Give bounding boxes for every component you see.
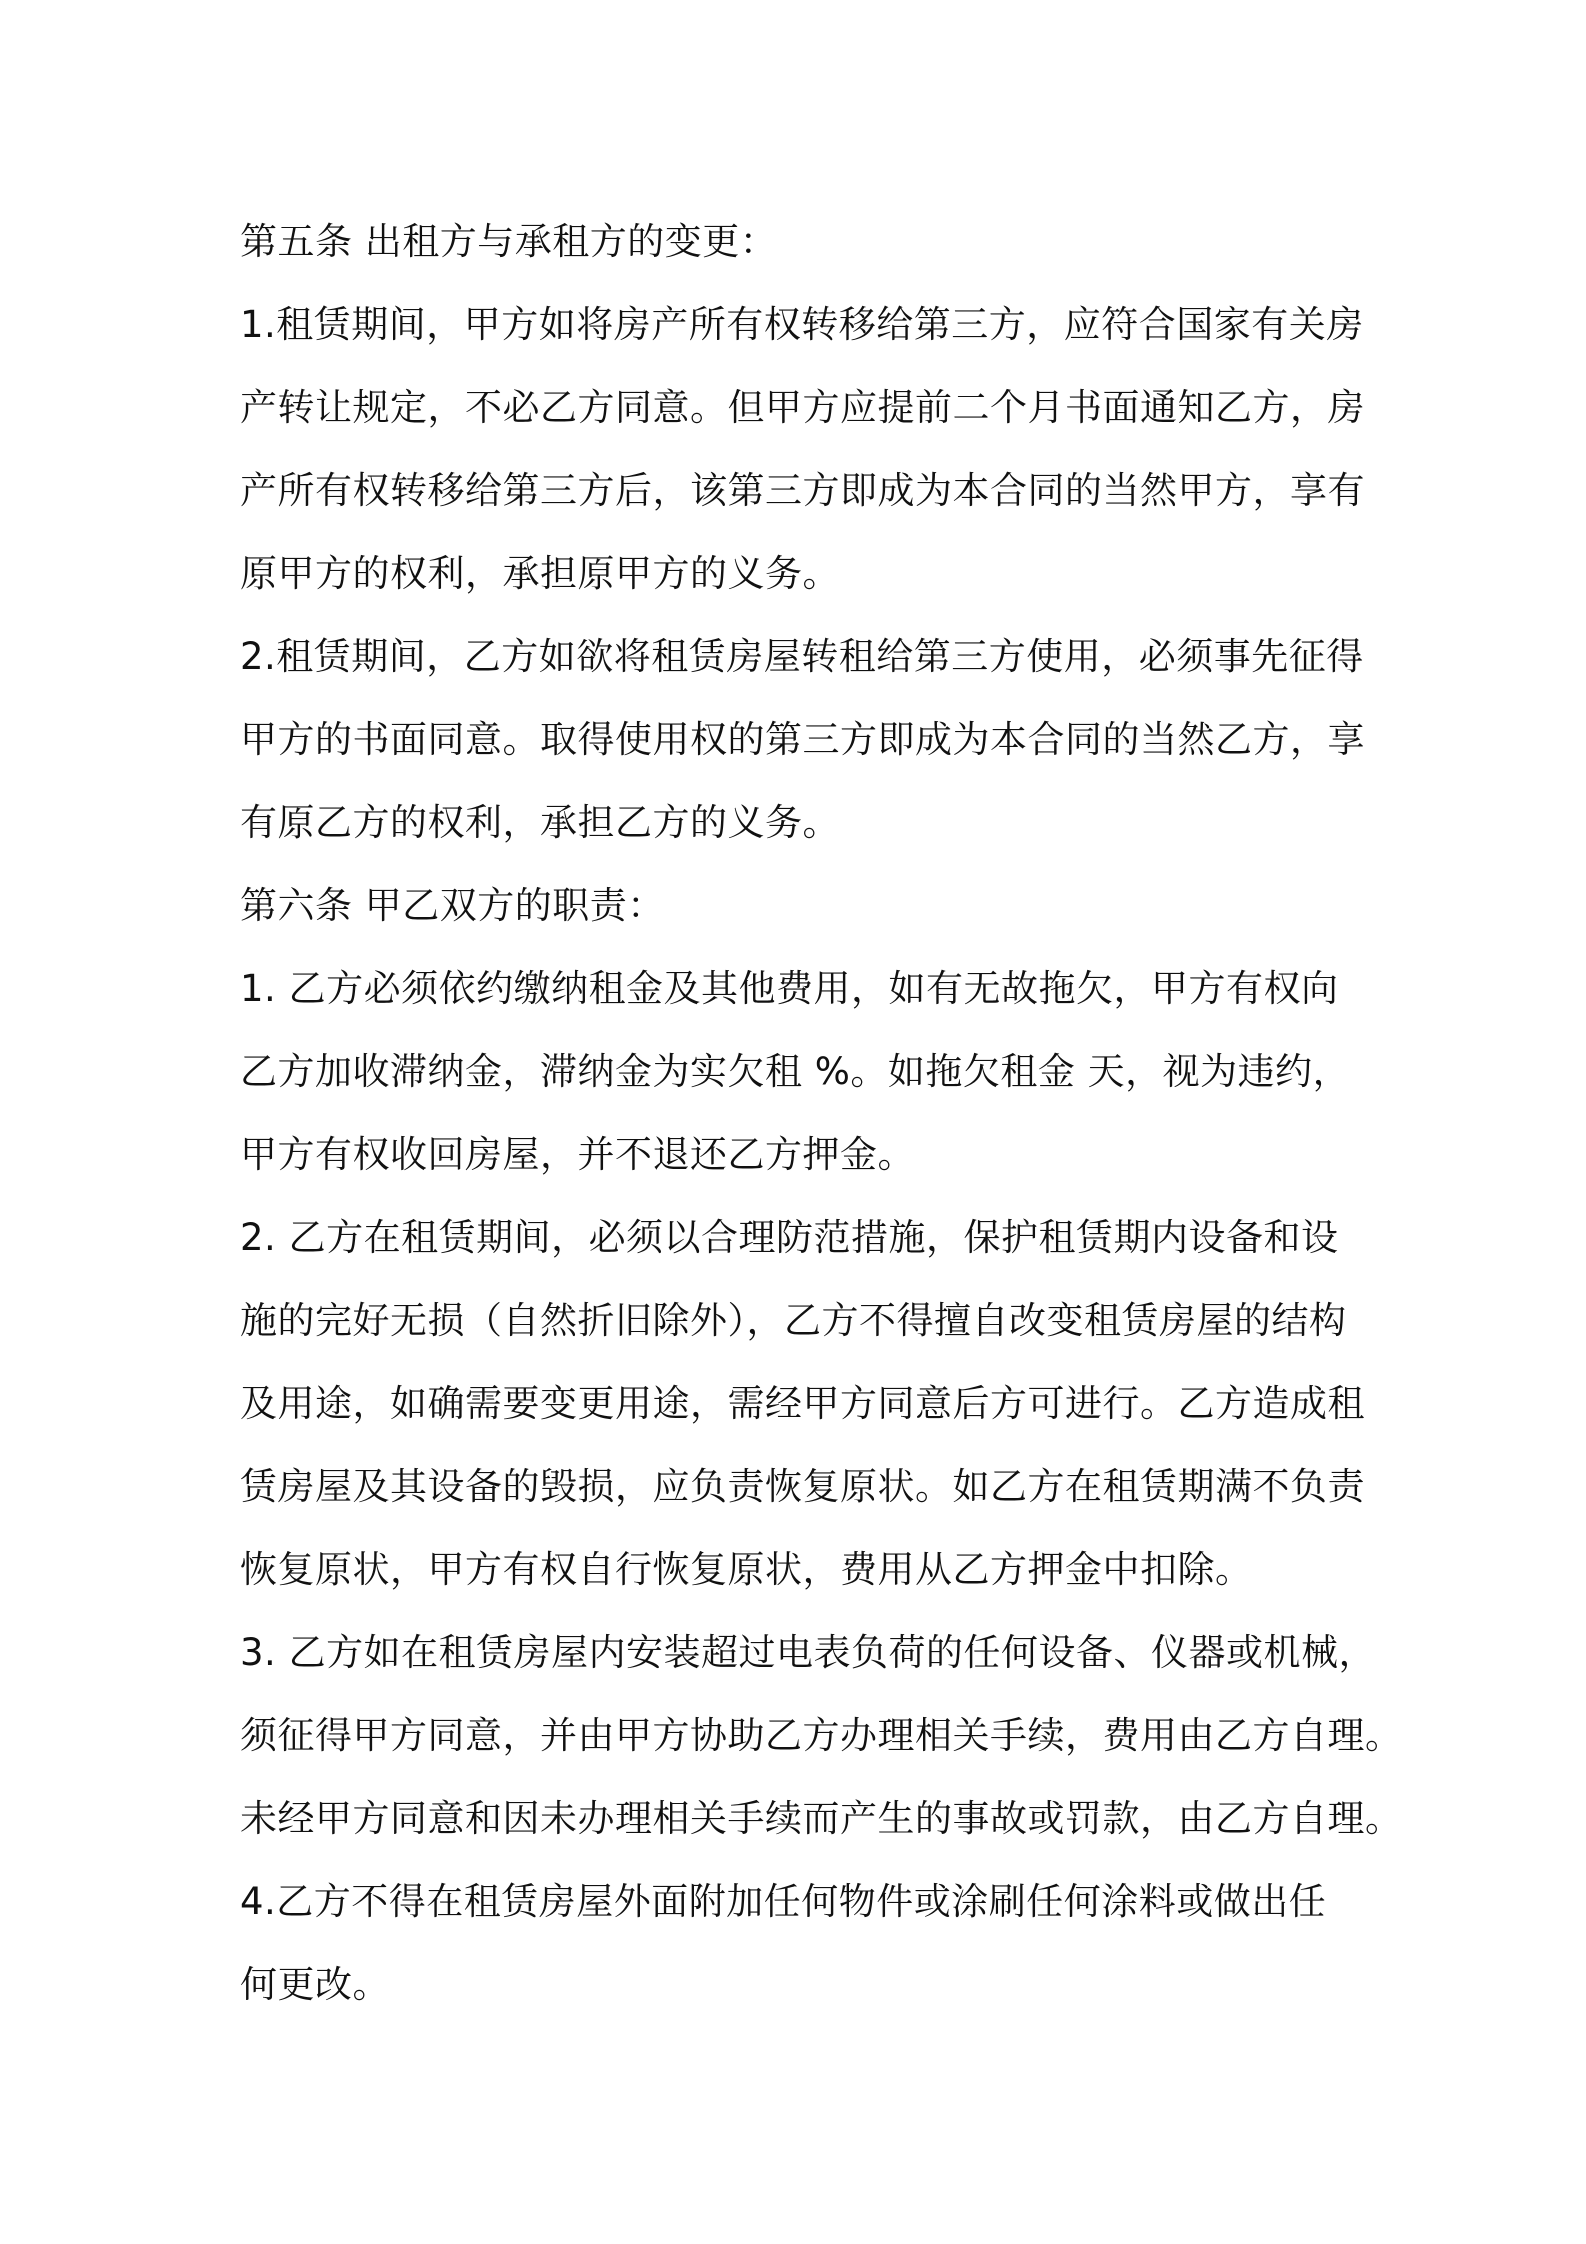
article-6-heading: 第六条 甲乙双方的职责： [240, 884, 665, 927]
text-line: 产转让规定，不必乙方同意。但甲方应提前二个月书面通知乙方，房 [240, 386, 1365, 429]
text-line: 有原乙方的权利，承担乙方的义务。 [240, 801, 840, 844]
text-line: 4.乙方不得在租赁房屋外面附加任何物件或涂刷任何涂料或做出任 [240, 1880, 1327, 1923]
text-line: 恢复原状，甲方有权自行恢复原状，费用从乙方押金中扣除。 [240, 1548, 1253, 1591]
text-line: 甲方的书面同意。取得使用权的第三方即成为本合同的当然乙方，享 [240, 718, 1365, 761]
article-5-heading: 第五条 出租方与承租方的变更： [240, 220, 778, 263]
contract-text [240, 200, 1403, 2026]
text-line: 3. 乙方如在租赁房屋内安装超过电表负荷的任何设备、仪器或机械， [240, 1631, 1377, 1674]
text-line: 何更改。 [240, 1963, 390, 2006]
text-line: 及用途，如确需要变更用途，需经甲方同意后方可进行。乙方造成租 [240, 1382, 1365, 1425]
text-line: 2. 乙方在租赁期间，必须以合理防范措施，保护租赁期内设备和设 [240, 1216, 1339, 1259]
text-line: 产所有权转移给第三方后，该第三方即成为本合同的当然甲方，享有 [240, 469, 1365, 512]
text-line: 1.租赁期间，甲方如将房产所有权转移给第三方，应符合国家有关房 [240, 303, 1364, 346]
text-line: 须征得甲方同意，并由甲方协助乙方办理相关手续，费用由乙方自理。 [240, 1714, 1403, 1757]
text-line: 2.租赁期间，乙方如欲将租赁房屋转租给第三方使用，必须事先征得 [240, 635, 1364, 678]
text-line: 施的完好无损（自然折旧除外），乙方不得擅自改变租赁房屋的结构 [240, 1299, 1347, 1342]
text-line: 赁房屋及其设备的毁损，应负责恢复原状。如乙方在租赁期满不负责 [240, 1465, 1365, 1508]
text-line: 甲方有权收回房屋，并不退还乙方押金。 [240, 1133, 915, 1176]
text-line: 未经甲方同意和因未办理相关手续而产生的事故或罚款，由乙方自理。 [240, 1797, 1403, 1840]
text-line: 1. 乙方必须依约缴纳租金及其他费用，如有无故拖欠，甲方有权向 [240, 967, 1339, 1010]
text-line: 原甲方的权利，承担原甲方的义务。 [240, 552, 840, 595]
text-line: 乙方加收滞纳金，滞纳金为实欠租 %。如拖欠租金 天，视为违约， [240, 1050, 1351, 1093]
